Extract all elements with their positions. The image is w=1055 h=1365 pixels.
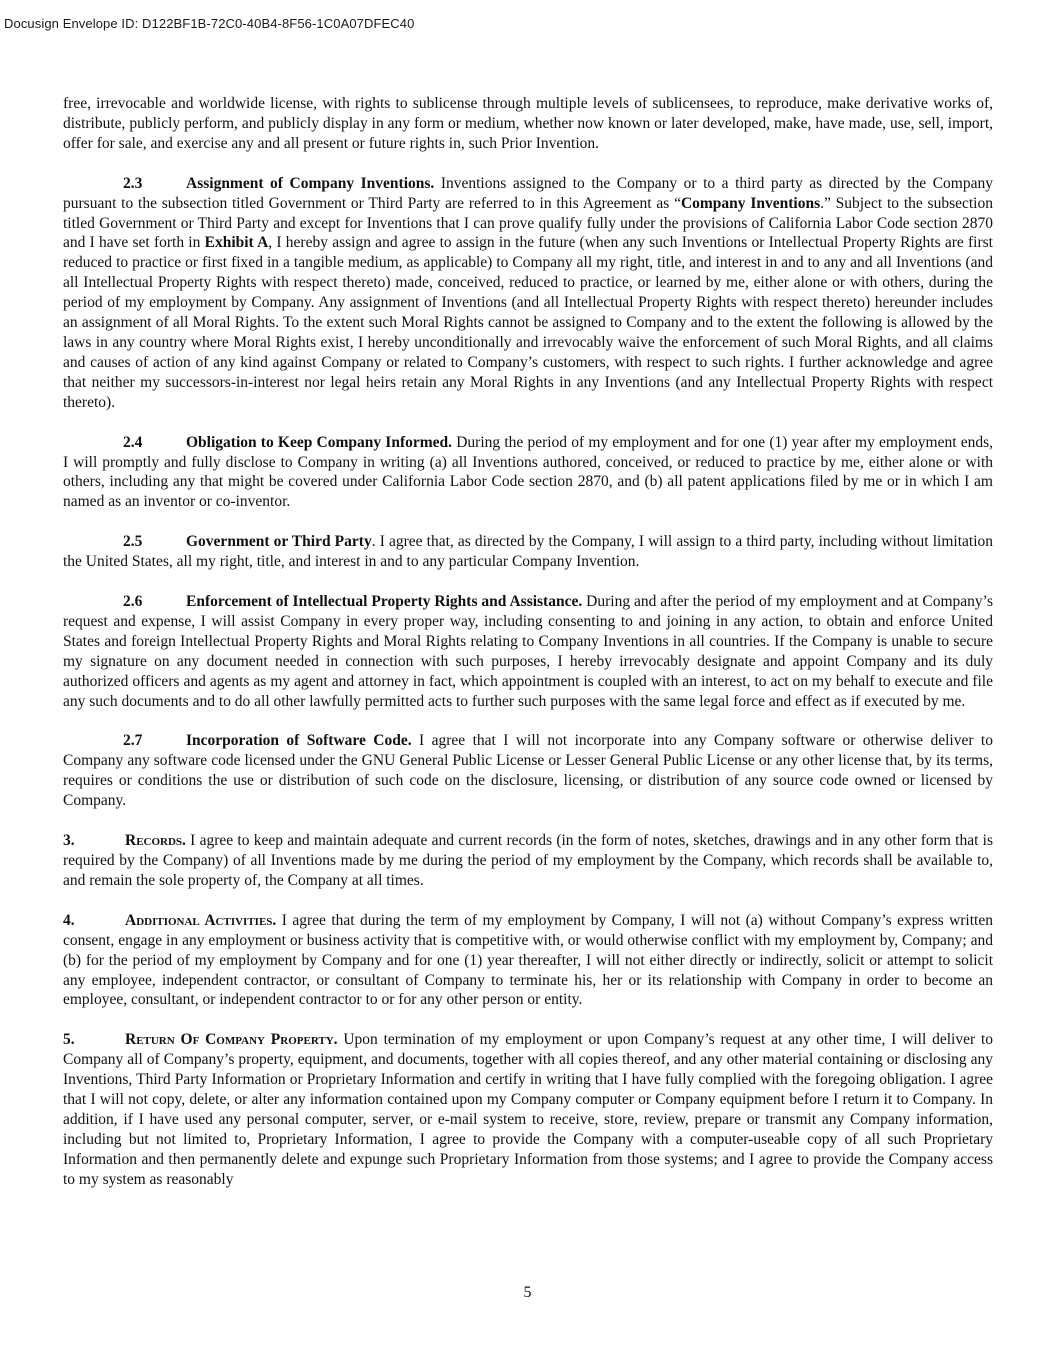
- section-title: Records.: [125, 832, 186, 850]
- section-text: During the period of my employment and for one (1) year after my employment ends, I will promptly and fully disclose to Company in writing (a) all Inventions authored, conceived, or reduced to practice by me, either alone or with others, including any that might be covered under California Labor Code section 2870, and (b) all patent applications filed by me or in which I am named as an inventor or co-inventor.: [63, 433, 993, 511]
- exhibit-reference: Exhibit A: [204, 234, 269, 252]
- section-number: 2.5: [123, 533, 143, 551]
- section-number: 2.4: [123, 433, 143, 451]
- section-text: Inventions assigned to the Company or to a third party as directed by the Company pursuant to the subsection titled Government or Third Party are referred to in this Agreement as “: [63, 174, 993, 212]
- section-title: Incorporation of Software Code.: [186, 732, 412, 750]
- section-text: During and after the period of my employment and at Company’s request and expense, I will assist Company in every proper way, including consenting to and joining in any action, to obtain and enforce United States and foreign Intellectual Property Rights and Moral Rights relating to Company Inventions in all countries. If the Company is unable to secure my signature on any document needed in connection with such purposes, I hereby irrevocably designate and appoint Company and its duly authorized officers and agents as my agent and attorney in fact, which appointment is coupled with an interest, to act on my behalf to execute and file any such documents and to do all other lawfully permitted acts to further such purposes with the same legal force and effect as if executed by me.: [63, 593, 993, 710]
- section-title: Additional Activities.: [125, 911, 277, 929]
- section-number: 2.7: [123, 732, 143, 750]
- section-5: [63, 1030, 993, 1189]
- section-3: [63, 831, 993, 891]
- section-title: Enforcement of Intellectual Property Rights and Assistance.: [186, 593, 583, 611]
- section-2-6: [63, 592, 993, 711]
- section-number: 3.: [63, 832, 75, 850]
- section-2-3: [63, 174, 993, 413]
- section-text: I agree that I will not incorporate into any Company software or otherwise deliver to Company any software code licensed under the GNU General Public License or Lesser General Public License or any other license that, by its terms, requires or conditions the use or distribution of such code on the disclosure, licensing, or distribution of any source code owned or licensed by Company.: [63, 732, 993, 810]
- page-number: 5: [523, 1284, 532, 1301]
- section-4: [63, 911, 993, 1011]
- continuation-paragraph: free, irrevocable and worldwide license, with rights to sublicense through multiple levels of sublicensees, to reproduce, make derivative works of, distribute, publicly perform, and publicly display in any form or medium, whether now known or later developed, make, have made, use, sell, import, offer for sale, and exercise any and all present or future rights in, such Prior Invention.: [63, 95, 993, 152]
- section-number: 2.6: [123, 593, 143, 611]
- defined-term: Company Inventions: [680, 194, 821, 212]
- section-text: I agree that during the term of my employment by Company, I will not (a) without Company’s express written consent, engage in any employment or business activity that is competitive with, or would otherwise conflict with my employment by, Company; and (b) for the period of my employment by Company and for one (1) year thereafter, I will not either directly or indirectly, solicit or attempt to solicit any employee, independent contractor, or consultant of Company to terminate his, her or its relationship with Company in order to become an employee, consultant, or independent contractor to or for any other person or entity.: [63, 911, 993, 1009]
- section-text: I agree to keep and maintain adequate and current records (in the form of notes, sketches, drawings and in any other form that is required by the Company) of all Inventions made by me during the period of my employment by the Company, which records shall be available to, and remain the sole property of, the Company at all times.: [63, 832, 993, 889]
- section-2-4: [63, 433, 993, 513]
- envelope-id: Docusign Envelope ID: D122BF1B-72C0-40B4-8F56-1C0A07DFEC40: [4, 16, 415, 31]
- section-text: , I hereby assign and agree to assign in the future (when any such Inventions or Intellectual Property Rights are first reduced to practice or first fixed in a tangible medium, as applicable) to Company all my right, title, and interest in and to any and all Inventions (and all Intellectual Property Rights with respect thereto) made, conceived, reduced to practice, or learned by me, either alone or with others, during the period of my employment by Company. Any assignment of Inventions (and all Intellectual Property Rights with respect thereto) hereunder includes an assignment of all Moral Rights. To the extent such Moral Rights cannot be assigned to Company and to the extent the following is allowed by the laws in any country where Moral Rights exist, I hereby unconditionally and irrevocably waive the enforcement of such Moral Rights, and all claims and causes of action of any kind against Company or related to Company’s customers, with respect to such rights. I further acknowledge and agree that neither my successors-in-interest nor legal heirs retain any Moral Rights in any Inventions (and any Intellectual Property Rights with respect thereto).: [63, 234, 993, 411]
- section-title: Obligation to Keep Company Informed.: [186, 433, 453, 451]
- section-text: .” Subject to the subsection titled Government or Third Party and except for Inventions that I can prove qualify fully under the provisions of California Labor Code section 2870 and I have set forth in: [63, 194, 993, 252]
- section-text: Upon termination of my employment or upon Company’s request at any other time, I will deliver to Company all of Company’s property, equipment, and documents, together with all copies thereof, and any other material containing or disclosing any Inventions, Third Party Information or Proprietary Information and certify in writing that I have fully complied with the foregoing obligation. I agree that I will not copy, delete, or alter any information contained upon my Company computer or Company equipment before I return it to Company. In addition, if I have used any personal computer, server, or e-mail system to receive, store, review, prepare or transmit any Company information, including but not limited to, Proprietary Information, I agree to provide the Company with a computer-useable copy of all such Proprietary Information and then permanently delete and expunge such Proprietary Information from those systems; and I agree to provide the Company access to my system as reasonably: [63, 1031, 993, 1188]
- section-title: Assignment of Company Inventions.: [186, 174, 435, 192]
- section-2-7: [63, 731, 993, 811]
- section-title: Government or Third Party: [186, 533, 372, 551]
- section-2-5: [63, 532, 993, 572]
- section-title: Return Of Company Property.: [125, 1031, 338, 1049]
- section-number: 5.: [63, 1031, 75, 1049]
- section-number: 4.: [63, 911, 75, 929]
- section-number: 2.3: [123, 174, 143, 192]
- section-text: . I agree that, as directed by the Company, I will assign to a third party, including without limitation the United States, all my right, title, and interest in and to any particular Company Invention.: [63, 533, 993, 571]
- document-body: [63, 94, 993, 1190]
